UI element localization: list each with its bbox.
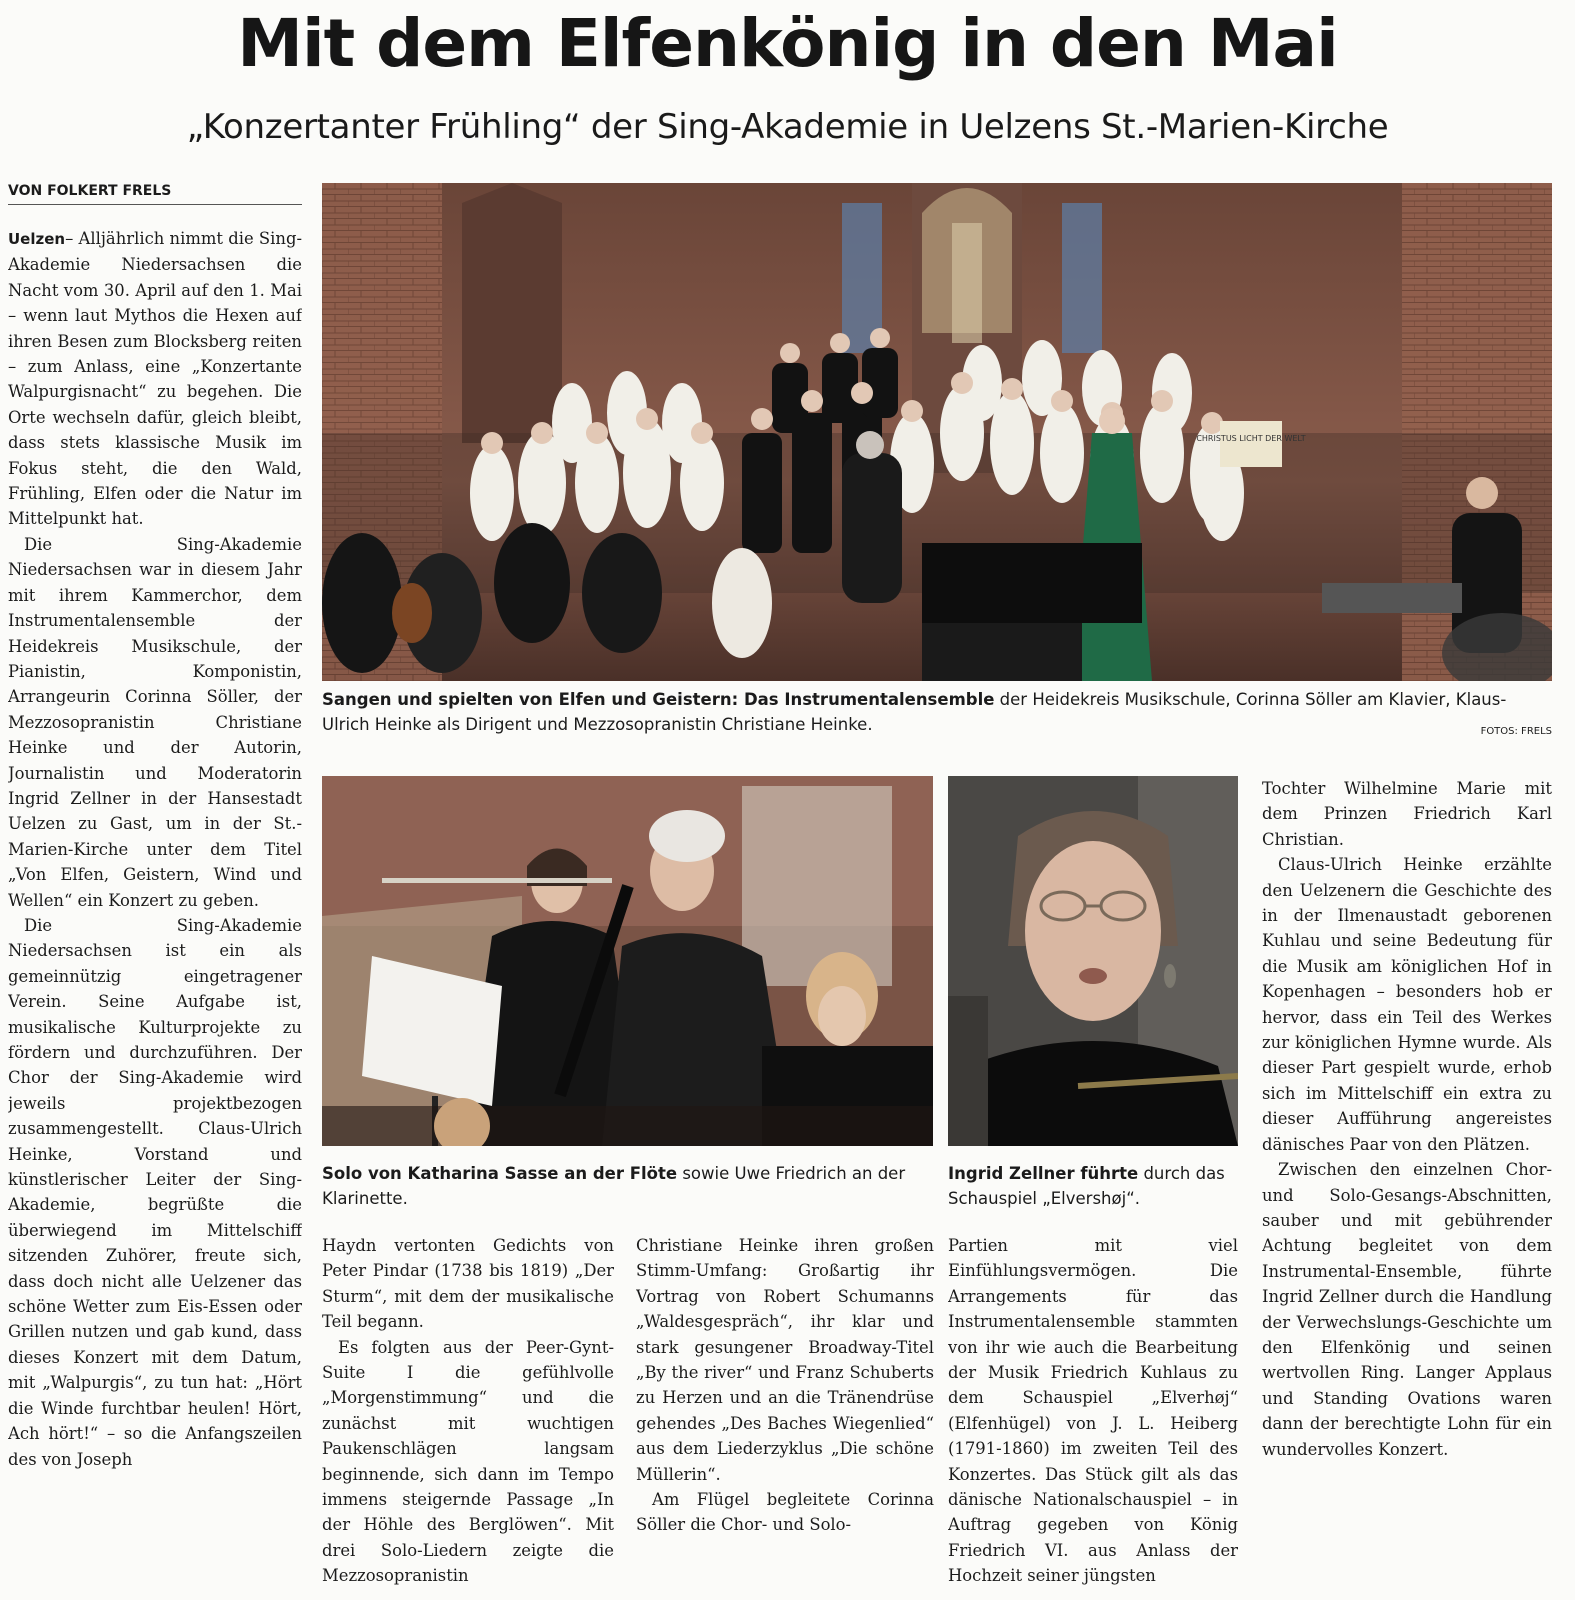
paragraph: Partien mit viel Einfühlungsvermögen. Die Arrangements für das Instrumentalensemble stammten von ihr wie auch die Bearbeitung der Musik Friedrich Kuhlaus zu dem Schauspiel „Elverhøj“ (Elfenhügel) von J. L. Heiberg (1791-1860) im zweiten Teil des Konzertes. Das Stück gilt als das dänische Nationalschauspiel – in Auftrag gegeben von König Friedrich VI. aus Anlass der Hochzeit seiner jüngsten (948, 1236, 1238, 1586)
caption-text: durch das Schauspiel „Elvershøj“. (948, 1164, 1225, 1208)
headline: Mit dem Elfenkönig in den Mai (237, 5, 1338, 82)
caption-main-photo (322, 687, 1552, 737)
caption-bold: Ingrid Zellner führte (948, 1164, 1139, 1183)
paragraph: Die Sing-Akademie Niedersachsen ist ein als gemeinnützig eingetragener Verein. Seine Aufgabe ist, musikalische Kulturprojekte zu fördern und durchzuführen. Der Chor der Sing-Akademie wird jeweils projektbezogen zusammengestellt. Claus-Ulrich Heinke, Vorstand und künstlerischer Leiter der Sing-Akademie, begrüßte die überwiegend im Mittelschiff sitzenden Zuhörer, freute sich, dass doch nicht alle Uelzener das schöne Wetter zum Eis-Essen oder Grillen nutzen und gab kund, dass dieses Konzert mit dem Datum, mit „Walpurgis“, zu tun hat: „Hört die Winde furchtbar heulen! Hört, Ach hört!“ – so die Anfangszeilen des von Joseph (8, 915, 302, 1469)
caption-text: der Heidekreis Musikschule, Corinna Söller am Klavier, Klaus-Ulrich Heinke als Dirigent und Mezzosopranistin Christiane Heinke. (322, 690, 1507, 734)
photo-credit: FOTOS: FRELS (1480, 726, 1552, 737)
paragraph: Claus-Ulrich Heinke erzählte den Uelzenern die Geschichte des in der Ilmenaustadt geborenen Kuhlau und seine Bedeutung für die Musik am königlichen Hof in Kopenhagen – besonders hob er hervor, dass ein Teil des Werkes zur königlichen Hymne wurde. Als dieser Part gespielt wurde, erhob sich im Mittelschiff ein extra zu dieser Aufführung angereistes dänisches Paar von den Plätzen. (1262, 855, 1552, 1154)
article-column-3 (636, 1233, 934, 1600)
article-column-1 (8, 226, 302, 1600)
paragraph: Am Flügel begleitete Corinna Söller die Chor- und Solo- (636, 1490, 934, 1535)
paragraph: Haydn vertonten Gedichts von Peter Pindar (1738 bis 1819) „Der Sturm“, mit dem der musikalische Teil begann. (322, 1236, 614, 1332)
article-column-4 (948, 1233, 1238, 1600)
paragraph: Christiane Heinke ihren großen Stimm-Umfang: Großartig ihr Vortrag von Robert Schumanns „Waldesgespräch“, ihr klar und stark gesungener Broadway-Titel „By the river“ und Franz Schuberts zu Herzen und an die Tränendrüse gehendes „Des Baches Wiegenlied“ aus dem Liederzyklus „Die schöne Müllerin“. (636, 1236, 934, 1484)
paragraph: Die Sing-Akademie Niedersachsen war in diesem Jahr mit ihrem Kammerchor, dem Instrumentalensemble der Heidekreis Musikschule, der Pianistin, Komponistin, Arrangeurin Corinna Söller, der Mezzosopranistin Christiane Heinke und der Autorin, Journalistin und Moderatorin Ingrid Zellner in der Hansestadt Uelzen zu Gast, um in der St.-Marien-Kirche unter dem Titel „Von Elfen, Geistern, Wind und Wellen“ ein Konzert zu geben. (8, 534, 302, 910)
subheadline: „Konzertanter Frühling“ der Sing-Akademie in Uelzens St.-Marien-Kirche (186, 107, 1389, 147)
article-column-2 (322, 1233, 614, 1600)
paragraph: Zwischen den einzelnen Chor- und Solo-Gesangs-Abschnitten, sauber und mit gebührender Achtung begleitet von dem Instrumental-Ensemble, führte Ingrid Zellner durch die Handlung der Verwechslungs-Geschichte um den Elfenkönig und seinen wertvollen Ring. Langer Applaus und Standing Ovations waren dann der berechtigte Lohn für ein wundervolles Konzert. (1262, 1160, 1552, 1459)
photo-portrait-zellner (948, 776, 1238, 1146)
paragraph: Es folgten aus der Peer-Gynt-Suite I die gefühlvolle „Morgenstimmung“ und die zunächst mit wuchtigen Paukenschlägen langsam beginnende, sich dann im Tempo immens steigernde Passage „In der Höhle des Berglöwen“. Mit drei Solo-Liedern zeigte die Mezzosopranistin (322, 1337, 614, 1586)
article-column-5 (1262, 776, 1552, 1600)
paragraph: Tochter Wilhelmine Marie mit dem Prinzen Friedrich Karl Christian. (1262, 779, 1552, 849)
photo-choir-concert (322, 183, 1552, 681)
paragraph-text: – Alljährlich nimmt die Sing-Akademie Niedersachsen die Nacht vom 30. April auf den 1. Mai – wenn laut Mythos die Hexen auf ihren Besen zum Blocksberg reiten – zum Anlass, eine „Konzertante Walpurgisnacht“ zu begehen. Die Orte wechseln dafür, gleich bleibt, dass stets klassische Musik im Fokus steht, die den Wald, Frühling, Elfen oder die Natur im Mittelpunkt hat. (8, 229, 302, 529)
sign-text: CHRISTUS LICHT DER WELT (1196, 434, 1306, 443)
caption-portrait-photo (948, 1161, 1238, 1211)
paragraph (8, 226, 302, 532)
photo-flute-clarinet (322, 776, 933, 1146)
caption-bold: Sangen und spielten von Elfen und Geistern: Das Instrumentalensemble (322, 690, 995, 709)
dateline: Uelzen (8, 230, 66, 248)
caption-bold: Solo von Katharina Sasse an der Flöte (322, 1164, 678, 1183)
caption-flute-photo (322, 1161, 933, 1211)
byline: VON FOLKERT FRELS (8, 180, 302, 205)
caption-text: sowie Uwe Friedrich an der Klarinette. (322, 1164, 906, 1208)
